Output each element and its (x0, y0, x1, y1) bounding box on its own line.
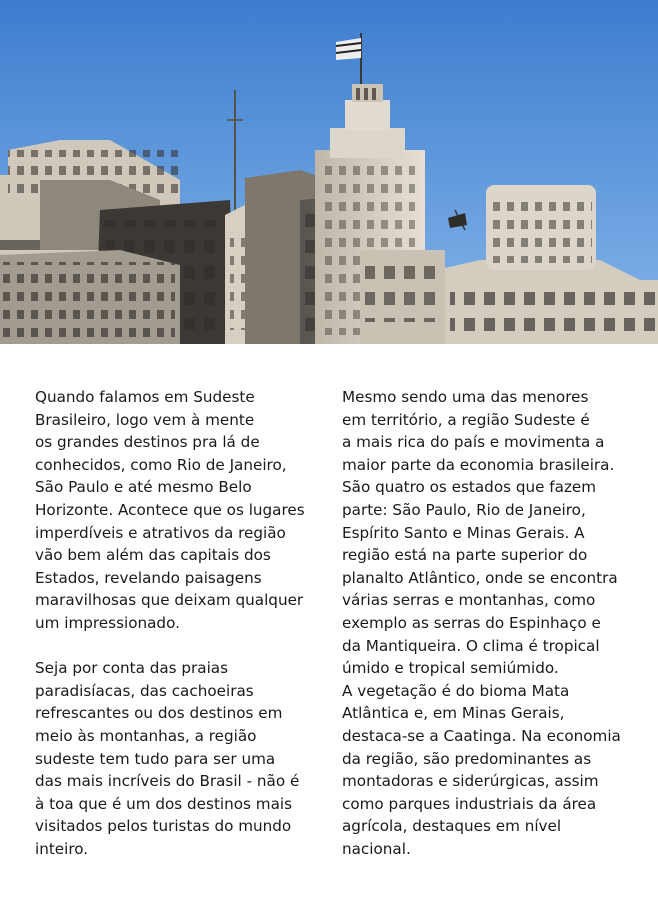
left-paragraph-2 (35, 657, 315, 860)
text-line: parte: São Paulo, Rio de Janeiro, (342, 500, 586, 519)
text-line: exemplo as serras do Espinhaço e (342, 613, 601, 632)
text-line: Mesmo sendo uma das menores (342, 388, 589, 406)
text-line: inteiro. (35, 839, 89, 858)
text-line: em território, a região Sudeste é (342, 410, 590, 429)
text-line: maravilhosas que deixam qualquer (35, 591, 304, 610)
text-line: refrescantes ou dos destinos em (35, 704, 283, 723)
text-line: das mais incríveis do Brasil - não é (35, 772, 300, 791)
text-line: A vegetação é do bioma Mata (342, 681, 570, 700)
left-paragraph-1 (35, 386, 315, 635)
text-line: da região, são predominantes as (342, 749, 592, 768)
text-line: um impressionado. (35, 613, 180, 632)
text-line: Brasileiro, logo vem à mente (35, 410, 255, 429)
text-line: conhecidos, como Rio de Janeiro, (35, 455, 287, 474)
right-text-column (342, 386, 632, 860)
text-line: agrícola, destaques em nível (342, 817, 562, 836)
text-line: meio às montanhas, a região (35, 726, 257, 745)
text-line: os grandes destinos pra lá de (35, 433, 260, 452)
city-skyline-image (0, 0, 658, 344)
text-line: São quatro os estados que fazem (342, 478, 597, 497)
text-line: paradisíacas, das cachoeiras (35, 681, 254, 700)
text-line: Estados, revelando paisagens (35, 568, 262, 587)
text-line: vão bem além das capitais dos (35, 546, 271, 565)
text-line: úmido e tropical semiúmido. (342, 659, 559, 678)
text-line: Horizonte. Acontece que os lugares (35, 500, 305, 519)
hero-photo-skyline (0, 0, 658, 344)
text-line: visitados pelos turistas do mundo (35, 817, 292, 836)
text-line: à toa que é um dos destinos mais (35, 794, 293, 813)
text-line: Seja por conta das praias (35, 659, 229, 678)
text-line: montadoras e siderúrgicas, assim (342, 772, 599, 791)
right-paragraph-1 (342, 386, 632, 680)
text-line: destaca-se a Caatinga. Na economia (342, 726, 621, 745)
right-paragraph-2 (342, 680, 632, 861)
text-line: nacional. (342, 839, 411, 858)
text-line: como parques industriais da área (342, 794, 597, 813)
left-text-column (35, 386, 315, 860)
text-line: região está na parte superior do (342, 546, 588, 565)
text-line: Quando falamos em Sudeste (35, 388, 255, 406)
text-line: Espírito Santo e Minas Gerais. A (342, 523, 585, 542)
text-line: imperdíveis e atrativos da região (35, 523, 286, 542)
text-line: São Paulo e até mesmo Belo (35, 478, 252, 497)
text-line: da Mantiqueira. O clima é tropical (342, 636, 600, 655)
text-line: maior parte da economia brasileira. (342, 455, 615, 474)
text-line: planalto Atlântico, onde se encontra (342, 568, 618, 587)
text-line: Atlântica e, em Minas Gerais, (342, 704, 565, 723)
paragraph-gap (35, 635, 315, 658)
text-line: várias serras e montanhas, como (342, 591, 596, 610)
text-line: a mais rica do país e movimenta a (342, 433, 605, 452)
text-line: sudeste tem tudo para ser uma (35, 749, 276, 768)
